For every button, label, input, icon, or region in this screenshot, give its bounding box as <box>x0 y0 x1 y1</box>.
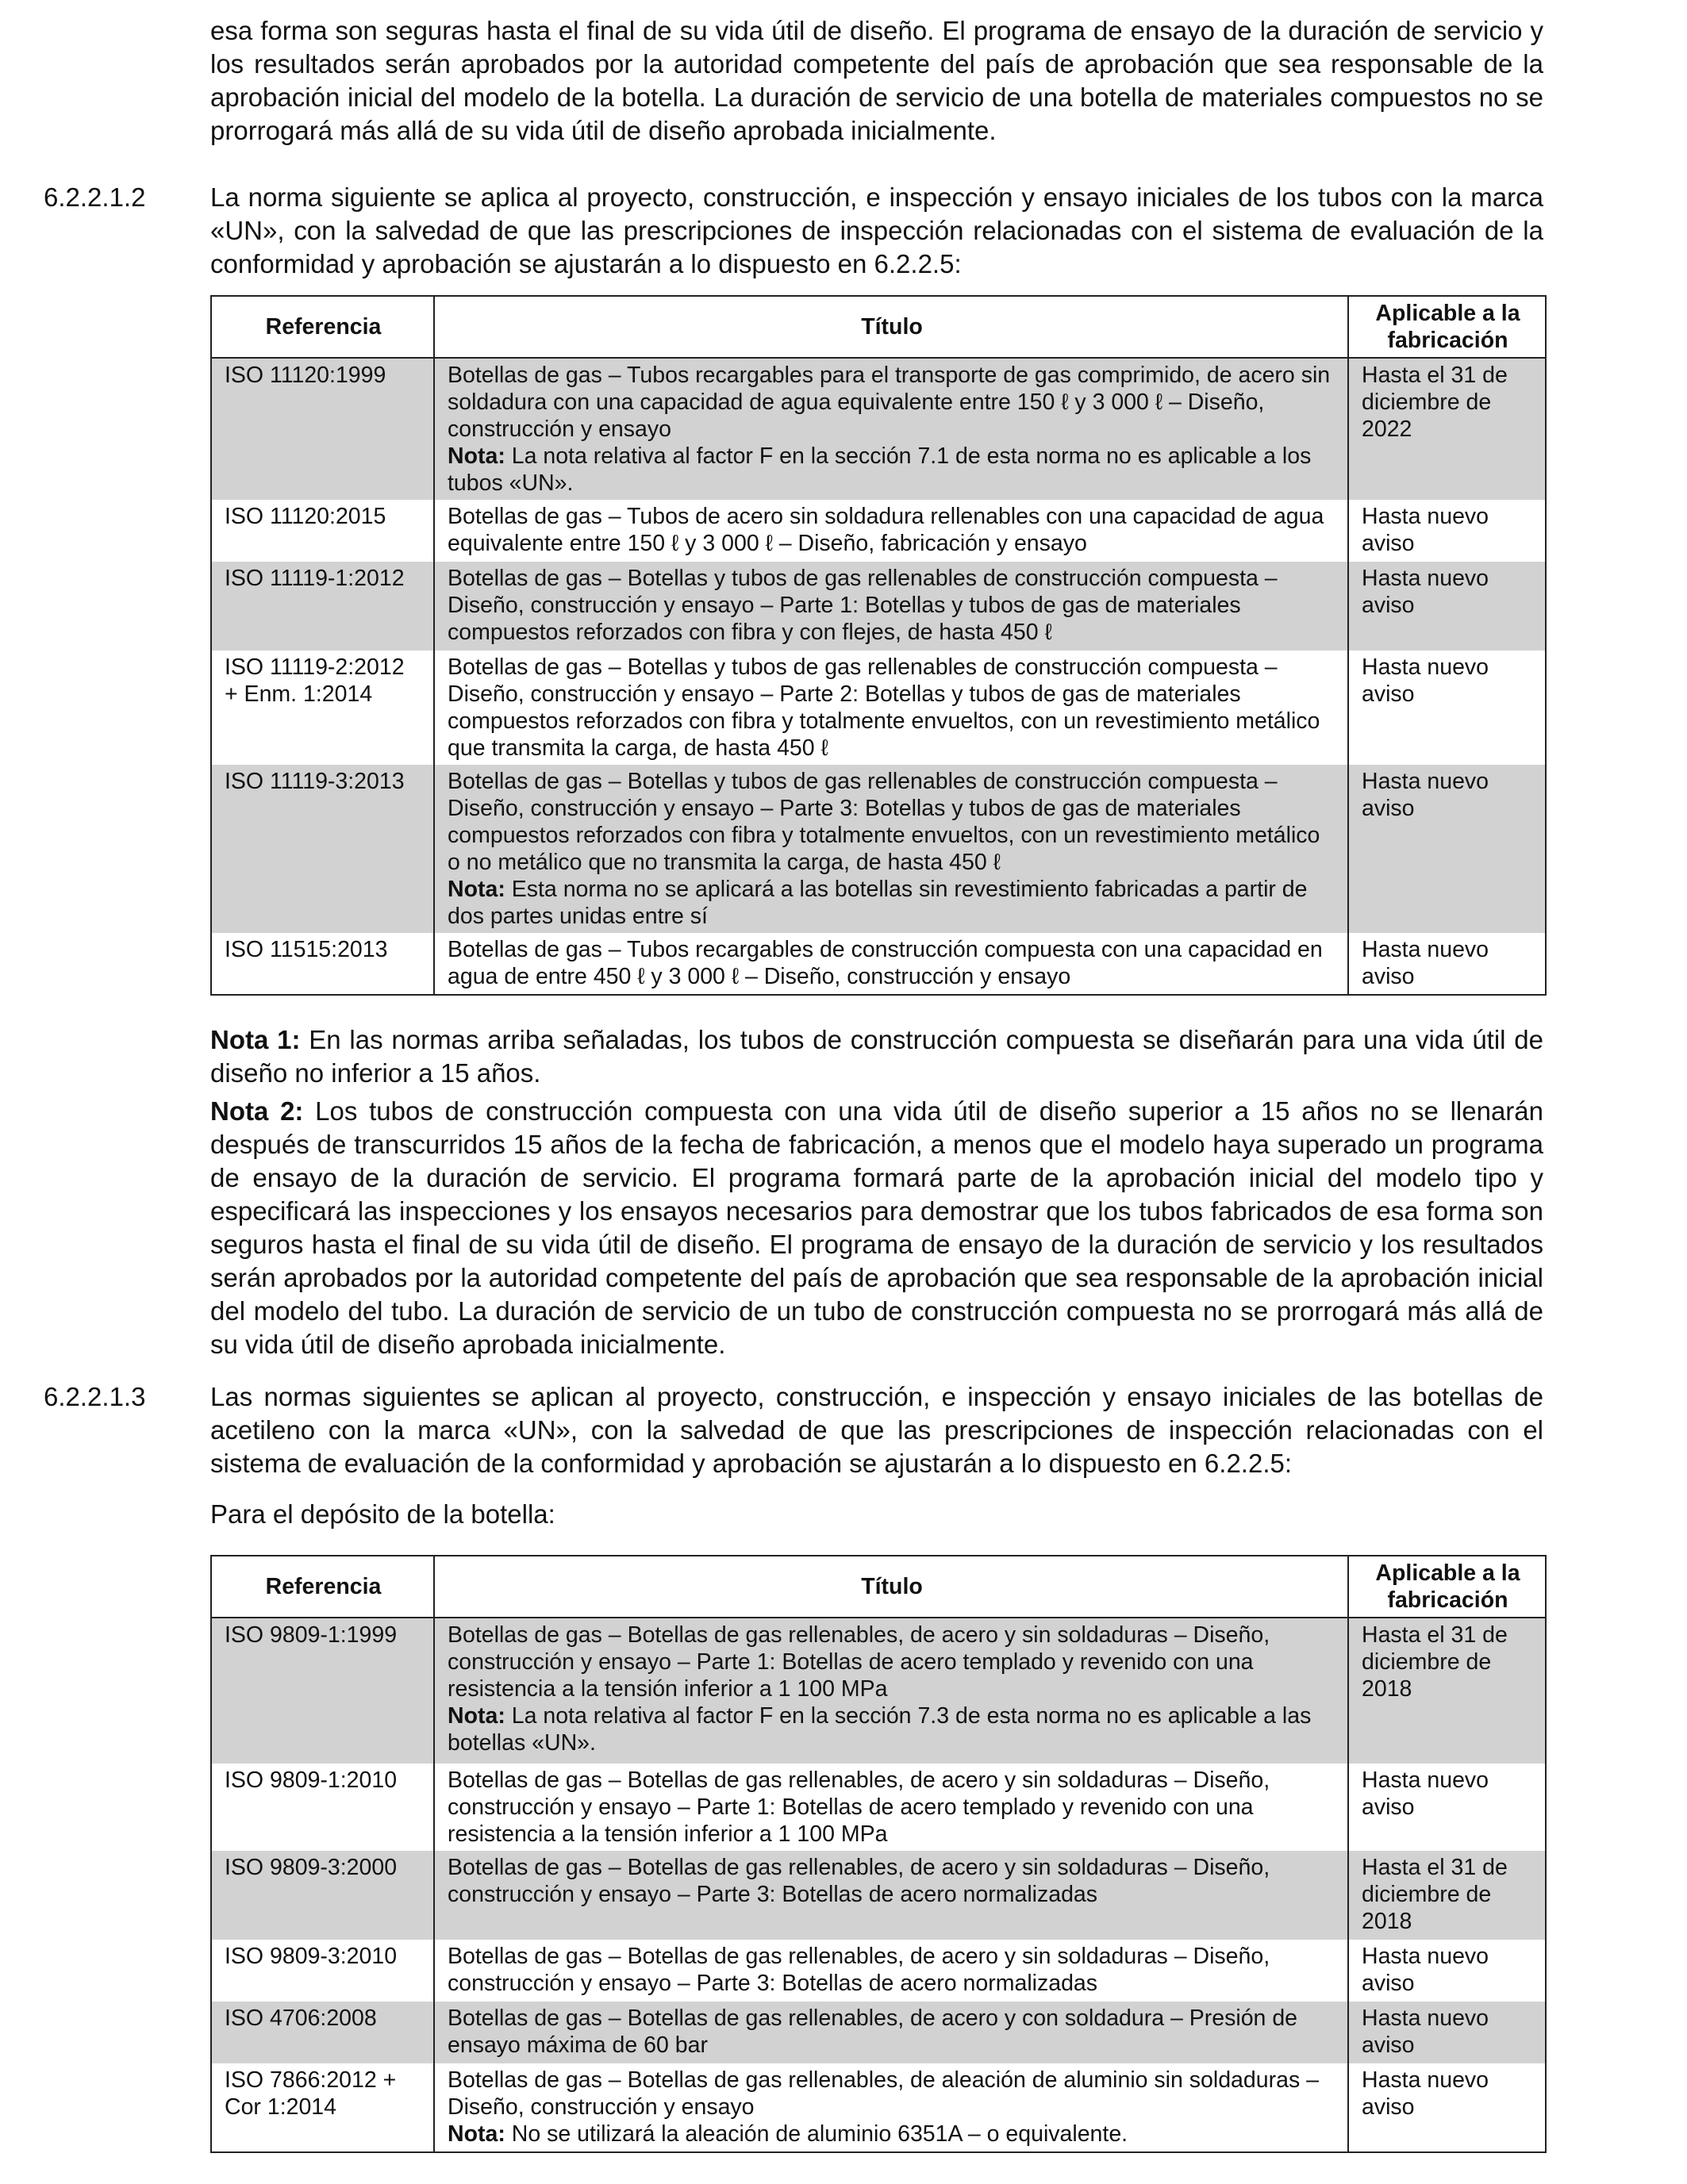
row-reference: ISO 9809-1:1999 <box>211 1618 434 1764</box>
row-applicable: Hasta el 31 de diciembre de 2018 <box>1348 1851 1546 1940</box>
row-title: Botellas de gas – Botellas de gas rellenables, de acero y sin soldaduras – Diseño, construcción y ensayo – Parte 1: Botellas de acero templado y revenido con una resistencia a la tensión inferior a 1 100 MPa <box>434 1764 1348 1851</box>
table-row <box>211 1851 1546 1940</box>
table-row <box>211 2063 1546 2152</box>
row-reference: ISO 9809-3:2010 <box>211 1940 434 2002</box>
row-applicable: Hasta nuevo aviso <box>1348 2002 1546 2063</box>
section-number-6221-3: 6.2.2.1.3 <box>44 1382 146 1411</box>
row-applicable: Hasta el 31 de diciembre de 2022 <box>1348 358 1546 500</box>
row-title <box>434 358 1348 500</box>
row-reference: ISO 11515:2013 <box>211 933 434 995</box>
table-row <box>211 2002 1546 2063</box>
table-row <box>211 1618 1546 1764</box>
row-reference: ISO 9809-1:2010 <box>211 1764 434 1851</box>
standards-table-cylinders <box>210 1555 1547 2153</box>
column-header-applicable: Aplicable a la fabricación <box>1348 1556 1546 1618</box>
note-1-text: En las normas arriba señaladas, los tubos de construcción compuesta se diseñarán para una vida útil de diseño no inferior a 15 años. <box>210 1025 1544 1088</box>
row-reference: ISO 7866:2012 + Cor 1:2014 <box>211 2063 434 2152</box>
column-header-reference: Referencia <box>211 1556 434 1618</box>
row-title-text: Botellas de gas – Botellas de gas rellenables, de acero y sin soldaduras – Diseño, construcción y ensayo – Parte 1: Botellas de acero templado y revenido con una resistencia a la tensión inferior a 1 100 MPa <box>448 1622 1270 1702</box>
column-header-title: Título <box>434 1556 1348 1618</box>
row-note-text: Esta norma no se aplicará a las botellas sin revestimiento fabricadas a partir de dos partes unidas entre sí <box>448 877 1308 929</box>
note-1-label: Nota 1: <box>210 1025 301 1054</box>
row-reference: ISO 11120:1999 <box>211 358 434 500</box>
row-title: Botellas de gas – Botellas y tubos de gas rellenables de construcción compuesta – Diseño, construcción y ensayo – Parte 2: Botellas y tubos de gas de materiales compuestos reforzados con fibra y totalmente envueltos, con un revestimiento metálico que transmita la carga, de hasta 450 ℓ <box>434 651 1348 765</box>
row-applicable: Hasta nuevo aviso <box>1348 765 1546 933</box>
row-note-text: La nota relativa al factor F en la sección 7.1 de esta norma no es aplicable a los tubos «UN». <box>448 443 1312 496</box>
note-2-text: Los tubos de construcción compuesta con una vida útil de diseño superior a 15 años no se llenarán después de transcurridos 15 años de la fecha de fabricación, a menos que el modelo haya superado un programa de ensayo de la duración de servicio. El programa formará parte de la aprobación inicial del modelo tipo y especificará las inspecciones y los ensayos necesarios para demostrar que los tubos fabricados de esa forma son seguros hasta el final de su vida útil de diseño. El programa de ensayo de la duración de servicio y los resultados serán aprobados por la autoridad competente del país de aprobación que sea responsable de la aprobación inicial del modelo del tubo. La duración de servicio de un tubo de construcción compuesta no se prorrogará más allá de su vida útil de diseño aprobada inicialmente. <box>210 1096 1544 1359</box>
row-title: Botellas de gas – Botellas de gas rellenables, de acero y con soldadura – Presión de ensayo máxima de 60 bar <box>434 2002 1348 2063</box>
row-note <box>448 443 1336 497</box>
column-header-reference: Referencia <box>211 296 434 358</box>
row-title <box>434 2063 1348 2152</box>
row-note-text: La nota relativa al factor F en la sección 7.3 de esta norma no es aplicable a las botellas «UN». <box>448 1703 1312 1756</box>
row-note-label: Nota: <box>448 1703 505 1729</box>
table-row <box>211 651 1546 765</box>
row-note-label: Nota: <box>448 443 505 469</box>
row-note-label: Nota: <box>448 2121 505 2147</box>
row-reference: ISO 11120:2015 <box>211 500 434 562</box>
row-reference: ISO 11119-3:2013 <box>211 765 434 933</box>
table-row <box>211 358 1546 500</box>
row-title: Botellas de gas – Botellas de gas rellenables, de acero y sin soldaduras – Diseño, construcción y ensayo – Parte 3: Botellas de acero normalizadas <box>434 1940 1348 2002</box>
section-text-6221-3: Las normas siguientes se aplican al proyecto, construcción, e inspección y ensayo iniciales de las botellas de acetileno con la marca «UN», con la salvedad de que las prescripciones de inspección relacionadas con el sistema de evaluación de la conformidad y aprobación se ajustarán a lo dispuesto en 6.2.2.5: <box>210 1382 1543 1478</box>
row-title-text: Botellas de gas – Botellas de gas rellenables, de aleación de aluminio sin soldaduras – Diseño, construcción y ensayo <box>448 2067 1319 2120</box>
row-applicable: Hasta nuevo aviso <box>1348 1940 1546 2002</box>
table-row <box>211 765 1546 933</box>
row-title-text: Botellas de gas – Tubos recargables para el transporte de gas comprimido, de acero sin soldadura con una capacidad de agua equivalente entre 150 ℓ y 3 000 ℓ – Diseño, construcción y ensayo <box>448 363 1331 442</box>
intro-paragraph: esa forma son seguras hasta el final de su vida útil de diseño. El programa de ensayo de la duración de servicio y los resultados serán aprobados por la autoridad competente del país de aprobación que sea responsable de la aprobación inicial del modelo de la botella. La duración de servicio de una botella de materiales compuestos no se prorrogará más allá de su vida útil de diseño aprobada inicialmente. <box>210 16 1543 145</box>
row-reference: ISO 4706:2008 <box>211 2002 434 2063</box>
row-applicable: Hasta nuevo aviso <box>1348 562 1546 651</box>
row-title-text: Botellas de gas – Botellas y tubos de gas rellenables de construcción compuesta – Diseño, construcción y ensayo – Parte 3: Botellas y tubos de gas de materiales compuestos reforzados con fibra y totalmente envueltos, con un revestimiento metálico o no metálico que no transmita la carga, de hasta 450 ℓ <box>448 769 1320 875</box>
row-title: Botellas de gas – Botellas y tubos de gas rellenables de construcción compuesta – Diseño, construcción y ensayo – Parte 1: Botellas y tubos de gas de materiales compuestos reforzados con fibra y con flejes, de hasta 450 ℓ <box>434 562 1348 651</box>
row-applicable: Hasta nuevo aviso <box>1348 933 1546 995</box>
note-2 <box>210 1095 1543 1361</box>
row-note-text: No se utilizará la aleación de aluminio 6351A – o equivalente. <box>505 2121 1128 2147</box>
row-note-label: Nota: <box>448 877 505 902</box>
row-applicable: Hasta nuevo aviso <box>1348 2063 1546 2152</box>
sub-heading-cylinder-shell: Para el depósito de la botella: <box>210 1499 555 1529</box>
table-row <box>211 1940 1546 2002</box>
row-reference: ISO 11119-2:2012 + Enm. 1:2014 <box>211 651 434 765</box>
row-title: Botellas de gas – Tubos de acero sin soldadura rellenables con una capacidad de agua equivalente entre 150 ℓ y 3 000 ℓ – Diseño, fabricación y ensayo <box>434 500 1348 562</box>
section-text-6221-2: La norma siguiente se aplica al proyecto, construcción, e inspección y ensayo iniciales de los tubos con la marca «UN», con la salvedad de que las prescripciones de inspección relacionadas con el sistema de evaluación de la conformidad y aprobación se ajustarán a lo dispuesto en 6.2.2.5: <box>210 182 1543 278</box>
row-applicable: Hasta el 31 de diciembre de 2018 <box>1348 1618 1546 1764</box>
row-note <box>448 876 1336 930</box>
row-title: Botellas de gas – Botellas de gas rellenables, de acero y sin soldaduras – Diseño, construcción y ensayo – Parte 3: Botellas de acero normalizadas <box>434 1851 1348 1940</box>
row-note <box>448 1702 1336 1756</box>
table-row <box>211 933 1546 995</box>
row-reference: ISO 11119-1:2012 <box>211 562 434 651</box>
row-title <box>434 1618 1348 1764</box>
table-row <box>211 500 1546 562</box>
section-number-6221-2: 6.2.2.1.2 <box>44 182 146 212</box>
row-applicable: Hasta nuevo aviso <box>1348 651 1546 765</box>
table-row <box>211 1764 1546 1851</box>
column-header-applicable: Aplicable a la fabricación <box>1348 296 1546 358</box>
note-2-label: Nota 2: <box>210 1096 304 1126</box>
column-header-title: Título <box>434 296 1348 358</box>
row-note <box>448 2121 1336 2148</box>
row-applicable: Hasta nuevo aviso <box>1348 500 1546 562</box>
table-row <box>211 562 1546 651</box>
note-1 <box>210 1023 1543 1090</box>
standards-table-tubes <box>210 295 1547 996</box>
row-title: Botellas de gas – Tubos recargables de construcción compuesta con una capacidad en agua de entre 450 ℓ y 3 000 ℓ – Diseño, construcción y ensayo <box>434 933 1348 995</box>
row-title <box>434 765 1348 933</box>
row-applicable: Hasta nuevo aviso <box>1348 1764 1546 1851</box>
row-reference: ISO 9809-3:2000 <box>211 1851 434 1940</box>
